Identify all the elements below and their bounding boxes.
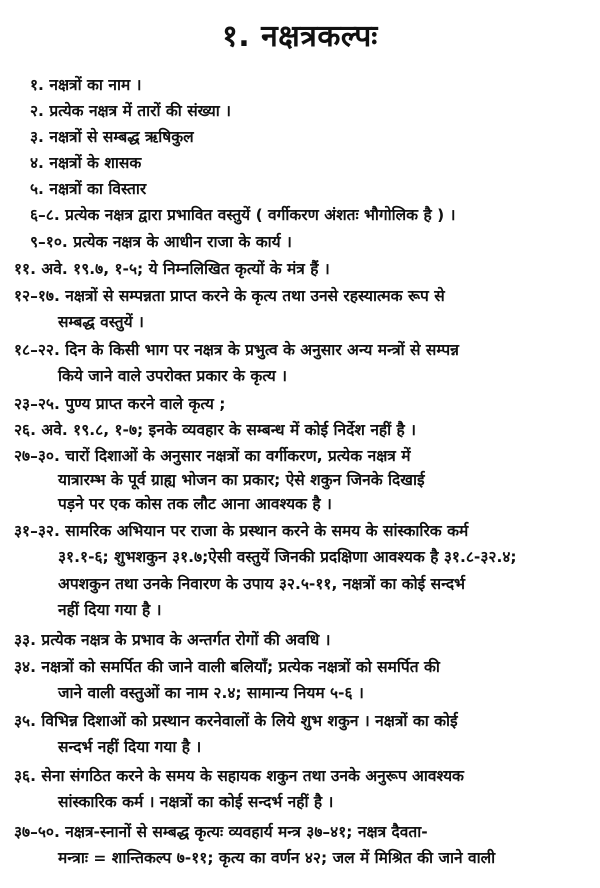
- list-item-11: ११. अवे. १९.७, १-५; ये निम्नलिखित कृत्यों के मंत्र हैं ।: [14, 260, 330, 278]
- list-item-31-32-cont-2: अपशकुन तथा उनके निवारण के उपाय ३२.५-११, नक्षत्रों का कोई सन्दर्भ: [58, 575, 466, 593]
- list-item-9-10: ९–१०. प्रत्येक नक्षत्र के आधीन राजा के कार्य ।: [30, 233, 292, 251]
- list-item-2: २. प्रत्येक नक्षत्र में तारों की संख्या ।: [30, 102, 232, 120]
- list-item-31-32: ३१–३२. सामरिक अभियान पर राजा के प्रस्थान करने के समय के सांस्कारिक कर्म: [14, 522, 469, 540]
- list-item-36: ३६. सेना संगठित करने के समय के सहायक शकुन तथा उनके अनुरूप आवश्यक: [14, 767, 464, 785]
- list-item-35-cont: सन्दर्भ नहीं दिया गया है ।: [58, 738, 202, 756]
- page-title: १. नक्षत्रकल्पः: [222, 19, 378, 54]
- list-item-4: ४. नक्षत्रों के शासक: [30, 154, 142, 172]
- list-item-12-17: १२–१७. नक्षत्रों से सम्पन्नता प्राप्त करने के कृत्य तथा उनसे रहस्यात्मक रूप से: [14, 287, 445, 305]
- list-item-31-32-cont-3: नहीं दिया गया है ।: [58, 601, 162, 619]
- list-item-31-32-cont-1: ३१.१-६; शुभशकुन ३१.७;ऐसी वस्तुयें जिनकी प्रदक्षिणा आवश्यक है ३१.८-३२.४;: [58, 548, 517, 566]
- list-item-33: ३३. प्रत्येक नक्षत्र के प्रभाव के अन्तर्गत रोगों की अवधि ।: [14, 631, 331, 649]
- list-item-34-cont: जाने वाली वस्तुओं का नाम २.४; सामान्य नियम ५-६ ।: [58, 684, 364, 702]
- list-item-3: ३. नक्षत्रों से सम्बद्ध ऋषिकुल: [30, 128, 194, 146]
- list-item-23-25: २३–२५. पुण्य प्राप्त करने वाले कृत्य ;: [14, 395, 226, 413]
- list-item-12-17-cont: सम्बद्ध वस्तुयें ।: [58, 313, 144, 331]
- list-item-27-30-cont-2: पड़ने पर एक कोस तक लौट आना आवश्यक है ।: [58, 495, 332, 513]
- list-item-37-50-cont: मन्त्राः = शान्तिकल्प ७-११; कृत्य का वर्णन ४२; जल में मिश्रित की जाने वाली: [58, 849, 496, 867]
- list-item-34: ३४. नक्षत्रों को समर्पित की जाने वाली बलियाँ; प्रत्येक नक्षत्रों को समर्पित की: [14, 658, 440, 676]
- list-item-5: ५. नक्षत्रों का विस्तार: [30, 180, 147, 198]
- list-item-18-22: १८–२२. दिन के किसी भाग पर नक्षत्र के प्रभुत्व के अनुसार अन्य मन्त्रों से सम्पन्न: [14, 341, 459, 359]
- list-item-35: ३५. विभिन्न दिशाओं को प्रस्थान करनेवालों के लिये शुभ शकुन । नक्षत्रों का कोई: [14, 712, 458, 730]
- list-item-27-30: २७–३०. चारों दिशाओं के अनुसार नक्षत्रों का वर्गीकरण, प्रत्येक नक्षत्र में: [14, 447, 411, 465]
- list-item-37-50: ३७–५०. नक्षत्र-स्नानों से सम्बद्ध कृत्यः व्यवहार्य मन्त्र ३७–४१; नक्षत्र दैवता-: [14, 823, 428, 841]
- list-item-1: १. नक्षत्रों का नाम ।: [30, 76, 142, 94]
- list-item-18-22-cont: किये जाने वाले उपरोक्त प्रकार के कृत्य ।: [58, 367, 287, 385]
- list-item-6-8: ६–८. प्रत्येक नक्षत्र द्वारा प्रभावित वस्तुयें ( वर्गीकरण अंशतः भौगोलिक है ) ।: [30, 206, 456, 224]
- list-item-36-cont: सांस्कारिक कर्म । नक्षत्रों का कोई सन्दर्भ नहीं है ।: [58, 793, 334, 811]
- list-item-26: २६. अवे. १९.८, १-७; इनके व्यवहार के सम्बन्ध में कोई निर्देश नहीं है ।: [14, 421, 417, 439]
- list-item-27-30-cont-1: यात्रारम्भ के पूर्व ग्राह्य भोजन का प्रकार; ऐसे शकुन जिनके दिखाई: [58, 471, 425, 489]
